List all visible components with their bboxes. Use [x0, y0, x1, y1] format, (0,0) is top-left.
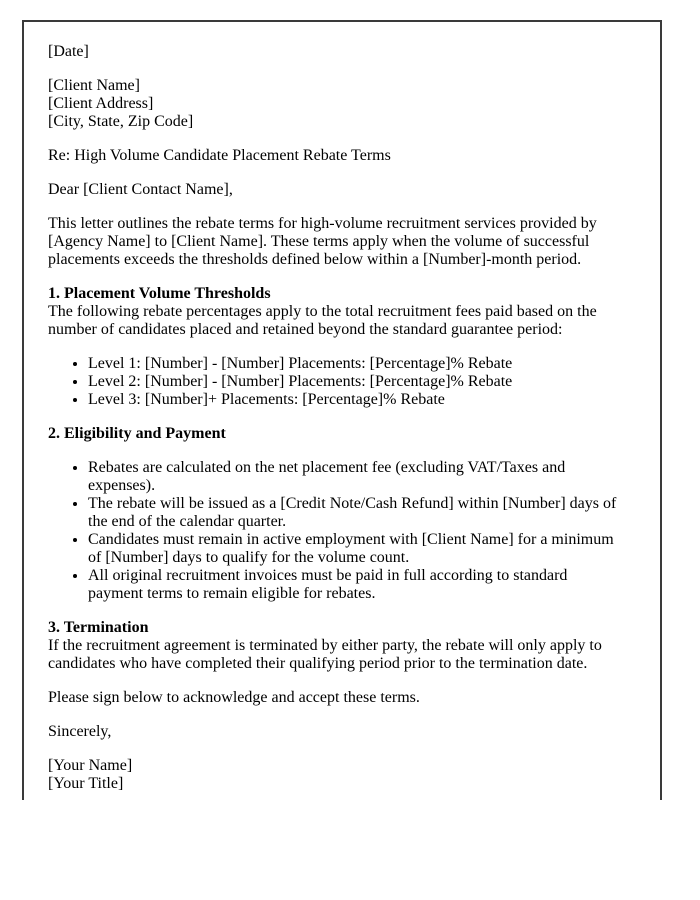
- letter-page: [22, 20, 662, 800]
- closing-request: Please sign below to acknowledge and accept these terms.: [48, 689, 420, 706]
- signature-block: [48, 757, 620, 793]
- section-2: [48, 425, 620, 443]
- list-item: • Level 2: [Number] - [Number] Placements: [Percentage]% Rebate: [88, 373, 620, 391]
- signature-name: [Your Name]: [48, 757, 133, 774]
- recipient-city-state-zip: [City, State, Zip Code]: [48, 113, 194, 130]
- section-2-heading: 2. Eligibility and Payment: [48, 425, 226, 442]
- signature-title: [Your Title]: [48, 775, 124, 792]
- list-item: • All original recruitment invoices must be paid in full according to standard payment terms to remain eligible for rebates.: [88, 567, 620, 603]
- list-item: • Level 1: [Number] - [Number] Placements: [Percentage]% Rebate: [88, 355, 620, 373]
- section-1-heading: 1. Placement Volume Thresholds: [48, 285, 271, 302]
- section-1: [48, 285, 620, 339]
- list-item: • Level 3: [Number]+ Placements: [Percentage]% Rebate: [88, 391, 620, 409]
- recipient-address: [Client Address]: [48, 95, 154, 112]
- section-1-body: The following rebate percentages apply to the total recruitment fees paid based on the number of candidates placed and retained beyond the standard guarantee period:: [48, 303, 597, 338]
- subject-line: Re: High Volume Candidate Placement Rebate Terms: [48, 147, 391, 164]
- list-item: • The rebate will be issued as a [Credit Note/Cash Refund] within [Number] days of the end of the calendar quarter.: [88, 495, 620, 531]
- recipient-name: [Client Name]: [48, 77, 140, 94]
- date-line: [Date]: [48, 43, 89, 60]
- section-3: [48, 619, 620, 673]
- recipient-block: [48, 77, 620, 131]
- section-3-body: If the recruitment agreement is terminated by either party, the rebate will only apply to candidates who have completed their qualifying period prior to the termination date.: [48, 637, 602, 672]
- eligibility-list: [48, 459, 620, 603]
- list-item: • Candidates must remain in active employment with [Client Name] for a minimum of [Number] days to qualify for the volume count.: [88, 531, 620, 567]
- list-item: • Rebates are calculated on the net placement fee (excluding VAT/Taxes and expenses).: [88, 459, 620, 495]
- intro-paragraph: This letter outlines the rebate terms for high-volume recruitment services provided by [Agency Name] to [Client Name]. These terms apply when the volume of successful placements exceeds the thresholds defined below within a [Number]-month period.: [48, 215, 597, 268]
- section-3-heading: 3. Termination: [48, 619, 149, 636]
- sign-off: Sincerely,: [48, 723, 112, 740]
- threshold-list: [48, 355, 620, 409]
- salutation: Dear [Client Contact Name],: [48, 181, 233, 198]
